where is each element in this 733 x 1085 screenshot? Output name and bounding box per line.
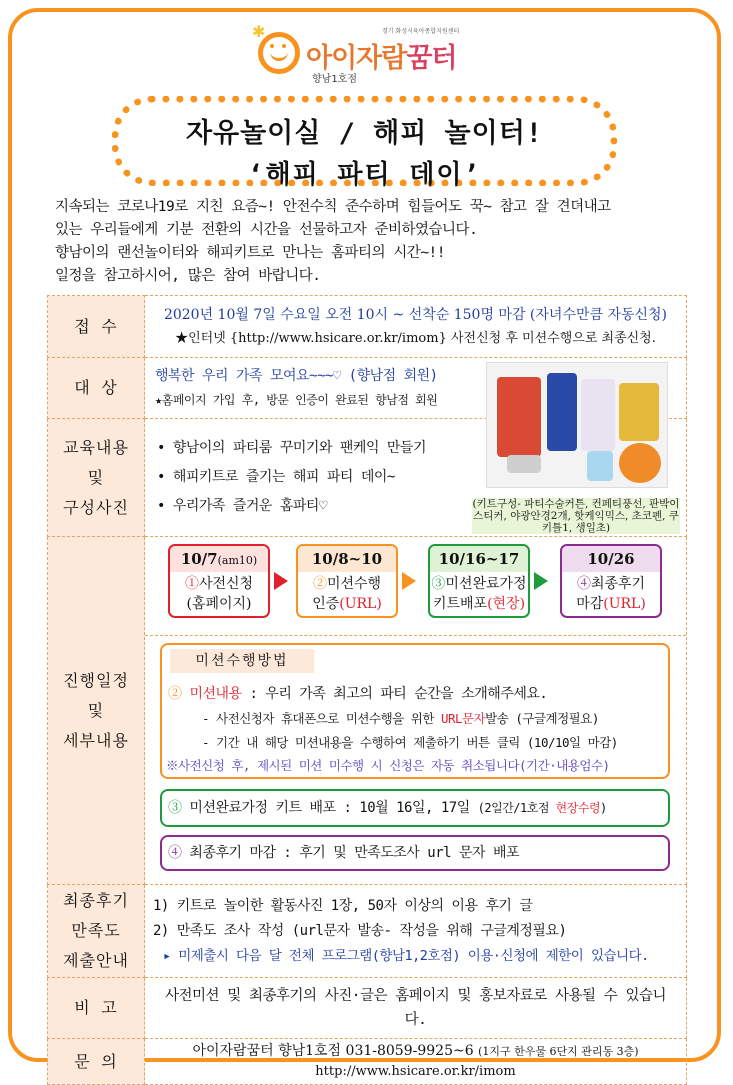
logo-branch: 향남1호점 <box>312 74 358 85</box>
schedule-steps <box>142 534 687 630</box>
contact-line1: 아이자람꿈터 향남1호점 031-8059-9925~6 <box>192 1043 479 1059</box>
kit-box: ③ 미션완료가정 키트 배포 : 10월 16일, 17일 (2일간/1호점 현장수령) <box>160 789 670 827</box>
label-contact: 문 의 <box>48 1039 145 1085</box>
intro-text <box>55 196 695 288</box>
kit-photo <box>486 362 668 488</box>
kit-caption: (키트구성- 파티수술커튼, 컨페티풍선, 판박이스티커, 야광안경2개, 핫케익믹스, 초코펜, 쿠키틀1, 생일초) <box>472 498 680 534</box>
mission-box: 미션수행방법 ② 미션내용 : 우리 가족 최고의 파티 순간을 소개해주세요. - 사전신청자 휴대폰으로 미션수행을 위한 URL문자발송 (구글계정필요) - 기간 내 해당 미션내용을 수행하여 제출하기 버튼 클릭 (10/10일 마감) ※사전신청 후, 제시된 미션 미수행 시 신청은 자동 취소됩니다(기간·내용엄수) <box>160 643 670 779</box>
note-text: 사전미션 및 최종후기의 사진·글은 홈페이지 및 홍보자료로 사용될 수 있습니다. <box>145 978 687 1039</box>
title-line-2: ‘해피 파티 데이’ <box>247 160 482 190</box>
step-3: 10/16~17 ③미션완료가정 키트배포(현장) <box>428 544 530 618</box>
row-note <box>48 978 687 1039</box>
row-review <box>48 885 687 978</box>
arrow-right-icon <box>534 572 548 590</box>
mission-title: 미션수행방법 <box>170 649 314 673</box>
target-line1: 행복한 우리 가족 모여요~~~♡ (향남점 회원) <box>155 368 438 384</box>
title-box <box>112 96 617 190</box>
target-line2: ★홈페이지 가입 후, 방문 인증이 완료된 향남점 회원 <box>155 393 438 407</box>
final-box: ④ 최종후기 마감 : 후기 및 만족도조사 url 문자 배포 <box>160 835 670 871</box>
intro-line: 향남이의 랜선놀이터와 해피키트로 만나는 홈파티의 시간~!! <box>55 245 446 261</box>
label-schedule: 진행일정 및 세부내용 <box>48 537 145 885</box>
label-note: 비 고 <box>48 978 145 1039</box>
label-target: 대 상 <box>48 358 145 419</box>
step-4: 10/26 ④최종후기 마감(URL) <box>560 544 662 618</box>
row-contact <box>48 1039 687 1085</box>
step-2: 10/8~10 ②미션수행 인증(URL) <box>296 544 398 618</box>
label-review: 최종후기 만족도 제출안내 <box>48 885 145 978</box>
label-content: 교육내용 및 구성사진 <box>48 419 145 537</box>
intro-line: 있는 우리들에게 기분 전환의 시간을 선물하고자 준비하였습니다. <box>55 222 478 238</box>
intro-line: 일정을 참고하시어, 많은 참여 바랍니다. <box>55 268 321 284</box>
row-reception <box>48 296 687 358</box>
intro-line: 지속되는 코로나19로 지친 요즘~! 안전수칙 준수하며 힘들어도 꾹~ 참고 잘 견뎌내고 <box>55 199 611 215</box>
logo-name: 아이자람꿈터 <box>306 43 457 74</box>
review-line3: ▸ 미제출시 다음 달 전체 프로그램(향남1,2호점) 이용·신청에 제한이 있습니다. <box>163 947 649 964</box>
arrow-right-icon <box>274 572 288 590</box>
contact-url[interactable]: http://www.hsicare.or.kr/imom <box>315 1064 516 1079</box>
reception-line1: 2020년 10월 7일 수요일 오전 10시 ~ 선착순 150명 마감 (자녀수만큼 자동신청) <box>163 306 668 323</box>
reception-line2: ★인터넷 {http://www.hsicare.or.kr/imom} 사전신청 후 미션수행으로 최종신청. <box>175 330 656 346</box>
logo <box>252 22 492 86</box>
contact-address: (1지구 한우물 6단지 관리동 3층) <box>478 1045 639 1058</box>
title-line-1: 자유놀이실 / 해피 놀이터! <box>185 118 544 149</box>
review-line1: 1) 키트로 놀이한 활동사진 1장, 50자 이상의 이용 후기 글 <box>153 897 533 914</box>
arrow-right-icon <box>402 572 416 590</box>
label-reception: 접 수 <box>48 296 145 358</box>
step-1: 10/7(am10) ①사전신청 (홈페이지) <box>168 544 270 618</box>
content-item: • 향남이의 파티룸 꾸미기와 팬케익 만들기 <box>157 440 426 456</box>
review-line2: 2) 만족도 조사 작성 (url문자 발송- 작성을 위해 구글계정필요) <box>153 922 567 939</box>
star-icon: ✱ <box>252 22 266 41</box>
content-item: • 우리가족 즐거운 홈파티♡ <box>157 498 327 514</box>
logo-org: 경기 화성시육아종합지원센터 <box>382 28 460 35</box>
content-item: • 해피키트로 즐기는 해피 파티 데이~ <box>157 469 395 485</box>
